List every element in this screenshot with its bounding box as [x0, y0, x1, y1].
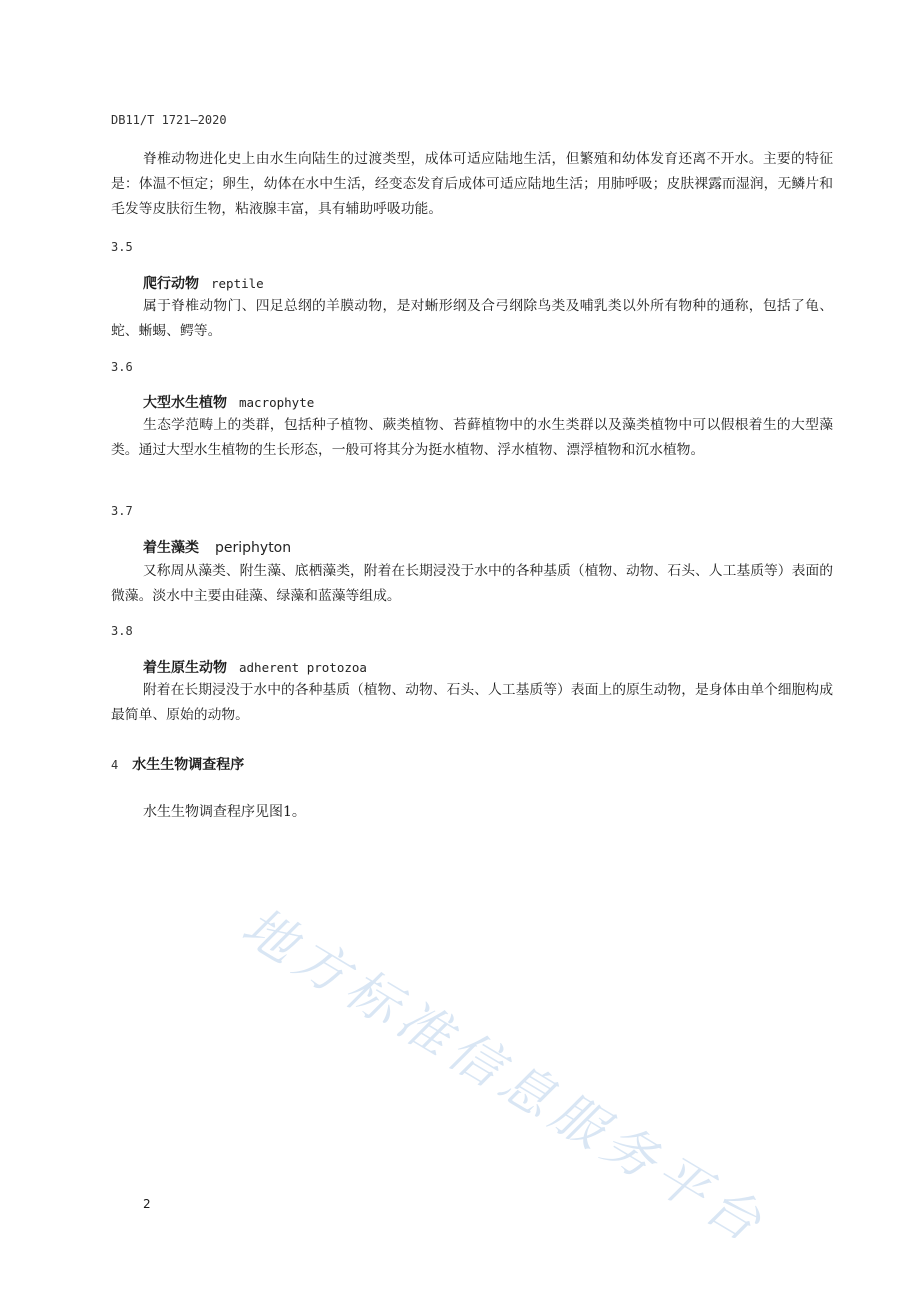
section-number: 4 — [111, 758, 119, 772]
term-chinese: 大型水生植物 — [143, 395, 227, 411]
section-heading — [111, 754, 244, 774]
amphibian-definition-paragraph: 脊椎动物进化史上由水生向陆生的过渡类型，成体可适应陆地生活，但繁殖和幼体发育还离不开水。主要的特征是：体温不恒定；卵生，幼体在水中生活，经变态发育后成体可适应陆地生活；用肺呼吸；皮肤裸露而湿润，无鳞片和毛发等皮肤衍生物，粘液腺丰富，具有辅助呼吸功能。 — [111, 151, 833, 217]
term-heading — [143, 273, 264, 293]
clause-number: 3.7 — [111, 504, 133, 518]
term-chinese: 爬行动物 — [143, 276, 199, 292]
term-english: macrophyte — [239, 395, 315, 410]
section-body: 水生生物调查程序见图1。 — [143, 804, 306, 820]
term-chinese: 着生藻类 — [143, 540, 199, 556]
term-heading — [143, 657, 367, 677]
term-definition: 生态学范畴上的类群，包括种子植物、蕨类植物、苔藓植物中的水生类群以及藻类植物中可以假根着生的大型藻类。通过大型水生植物的生长形态，一般可将其分为挺水植物、浮水植物、漂浮植物和沉水植物。 — [111, 417, 833, 458]
term-definition: 又称周从藻类、附生藻、底栖藻类，附着在长期浸没于水中的各种基质（植物、动物、石头、人工基质等）表面的微藻。淡水中主要由硅藻、绿藻和蓝藻等组成。 — [111, 563, 833, 604]
term-definition: 属于脊椎动物门、四足总纲的羊膜动物，是对蜥形纲及合弓纲除鸟类及哺乳类以外所有物种的通称，包括了龟、蛇、蜥蜴、鳄等。 — [111, 298, 833, 339]
term-chinese: 着生原生动物 — [143, 660, 227, 676]
document-id-header: DB11/T 1721—2020 — [111, 113, 227, 127]
term-english: periphyton — [215, 540, 292, 556]
watermark: 地方标准信息服务平台 — [231, 896, 777, 1257]
term-heading — [143, 537, 291, 557]
page-number: 2 — [143, 1197, 151, 1211]
term-definition: 附着在长期浸没于水中的各种基质（植物、动物、石头、人工基质等）表面上的原生动物，是身体由单个细胞构成最简单、原始的动物。 — [111, 682, 833, 723]
term-heading — [143, 392, 314, 412]
term-english: reptile — [211, 276, 264, 291]
clause-number: 3.6 — [111, 360, 133, 374]
section-title: 水生生物调查程序 — [132, 757, 245, 773]
clause-number: 3.8 — [111, 624, 133, 638]
clause-number: 3.5 — [111, 240, 133, 254]
term-english: adherent protozoa — [239, 660, 367, 675]
